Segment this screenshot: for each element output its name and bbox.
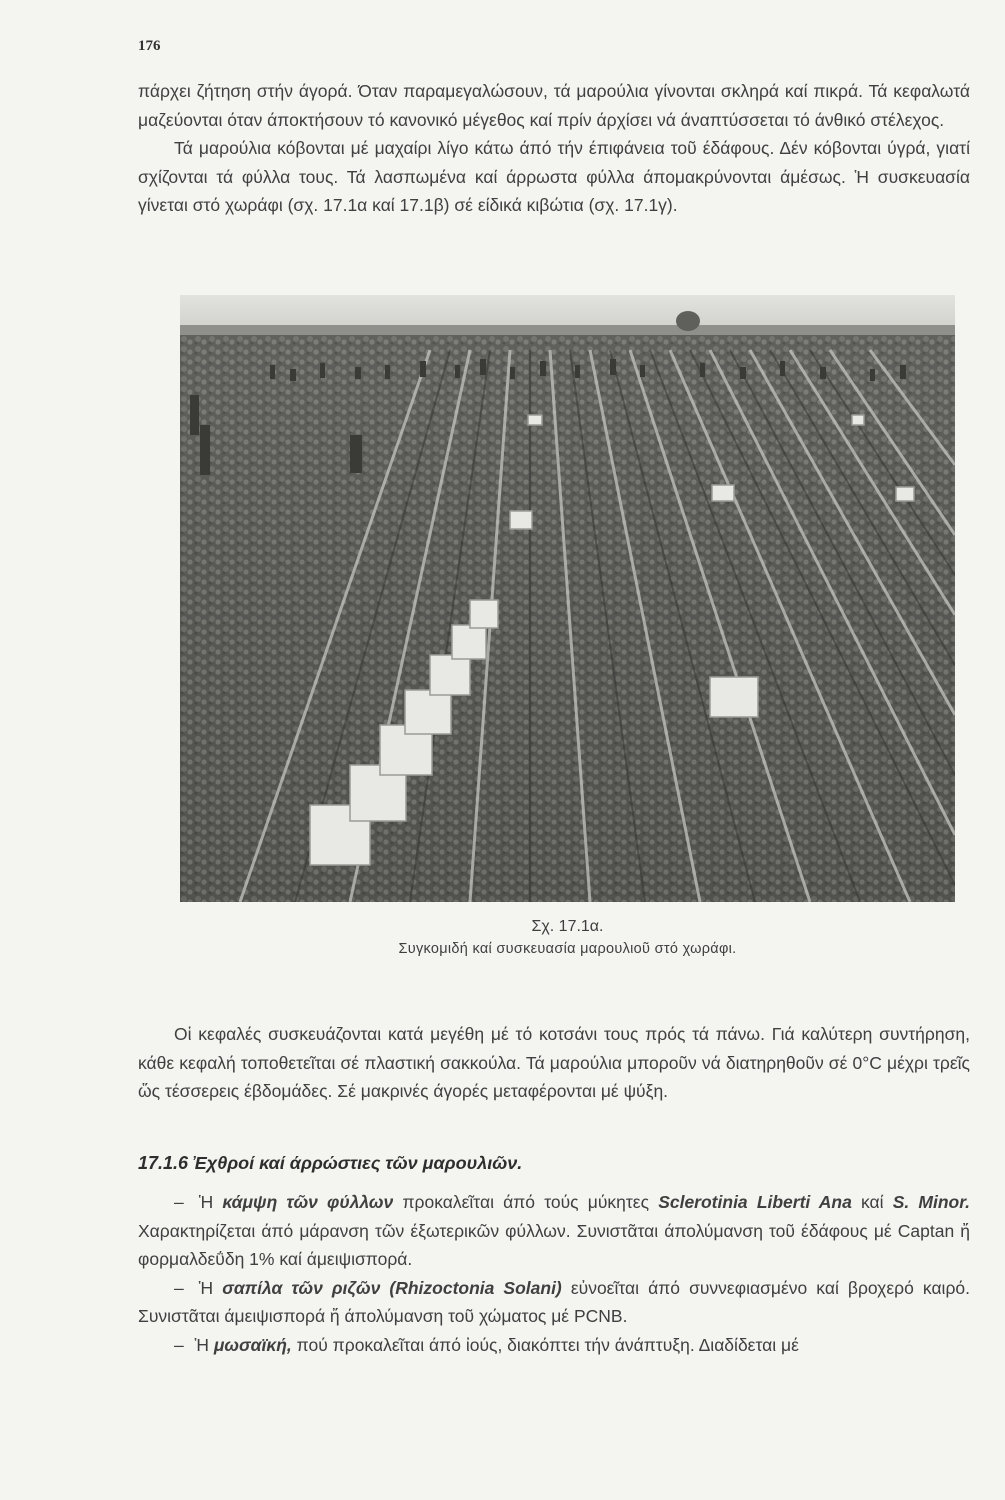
section-heading: 17.1.6 Ἐχθροί καί άρρώστιες τῶν μαρουλιῶν. bbox=[138, 1153, 523, 1173]
after-figure-paragraph: Οἱ κεφαλές συσκευάζονται κατά μεγέθη μέ τό κοτσάνι τους πρός τά πάνω. Γιά καλύτερη συντήρηση, κάθε κεφαλή τοποθετεῖται σέ πλαστική σακκούλα. Τά μαρούλια μποροῦν νά διατηρηθοῦν σέ 0°C μέχρι τρεῖς ὥς τέσσερεις έβδομάδες. Σέ μακρινές άγορές μεταφέρονται μέ ψύξη. bbox=[138, 1024, 970, 1101]
lettuce-harvest-photo bbox=[180, 295, 955, 902]
figure-caption: Συγκομιδή καί συσκευασία μαρουλιοῦ στό χωράφι. bbox=[398, 941, 737, 957]
intro-paragraph-2: Τά μαρούλια κόβονται μέ μαχαίρι λίγο κάτω άπό τήν έπιφάνεια τοῦ έδάφους. Δέν κόβονται ύγρά, γιατί σχίζονται τά φύλλα τους. Τά λασπωμένα καί άρρωστα φύλλα άπομακρύνονται άμέσως. Ἡ συσκευασία γίνεται στό χωράφι (σχ. 17.1α καί 17.1β) σέ είδικά κιβώτια (σχ. 17.1γ). bbox=[138, 138, 970, 215]
article: Ἡ bbox=[194, 1334, 209, 1355]
pathogen-species: S. Minor. bbox=[892, 1192, 970, 1212]
disease-cause-text: προκαλεῖται άπό τούς μύκητες bbox=[402, 1192, 650, 1212]
disease-item-leaf-drop bbox=[138, 1188, 970, 1274]
disease-name: σαπίλα τῶν ριζῶν (Rhizoctonia Solani) bbox=[222, 1277, 562, 1298]
disease-list bbox=[138, 1188, 970, 1359]
article: Ἡ bbox=[198, 1277, 214, 1298]
dash-mark: – bbox=[174, 1192, 184, 1212]
disease-description: εὐνοεῖται άπό συννεφιασμένο καί βροχερό καιρό. Συνιστᾶται άμειψισπορά ἤ άπολύμανση τοῦ χώματος μέ PCNB. bbox=[138, 1277, 970, 1326]
intro-paragraph-1: πάρχει ζήτηση στήν άγορά. Όταν παραμεγαλώσουν, τά μαρούλια γίνονται σκληρά καί πικρά. Τά κεφαλωτά μαζεύονται όταν άποκτήσουν τό κανονικό μέγεθος καί πρίν άρχίσει νά άναπτύσσεται τό άνθικό στέλεχος. bbox=[138, 81, 970, 130]
figure-label: Σχ. 17.1α. bbox=[531, 918, 604, 935]
page-number: 176 bbox=[138, 38, 161, 54]
disease-item-root-rot bbox=[138, 1274, 970, 1331]
dash-mark: – bbox=[174, 1277, 184, 1298]
after-figure-text bbox=[138, 1020, 970, 1106]
disease-name: κάμψη τῶν φύλλων bbox=[222, 1192, 394, 1212]
pathogen-species: Sclerotinia Liberti Ana bbox=[658, 1192, 852, 1212]
intro-text bbox=[138, 77, 970, 220]
disease-description: πού προκαλεῖται άπό ἰούς, διακόπτει τήν άνάπτυξη. Διαδίδεται μέ bbox=[296, 1334, 799, 1355]
disease-item-mosaic bbox=[138, 1331, 970, 1360]
article: Ἡ bbox=[198, 1192, 214, 1212]
disease-name: μωσαϊκή, bbox=[213, 1334, 292, 1355]
disease-description: Χαρακτηρίζεται άπό μάρανση τῶν έξωτερικῶν φύλλων. Συνιστᾶται άπολύμανση τοῦ έδάφους μέ Captan ἤ φορμαλδεΰδη 1% καί άμειψισπορά. bbox=[138, 1220, 970, 1269]
conjunction: καί bbox=[861, 1192, 884, 1212]
dash-mark: – bbox=[174, 1334, 184, 1355]
